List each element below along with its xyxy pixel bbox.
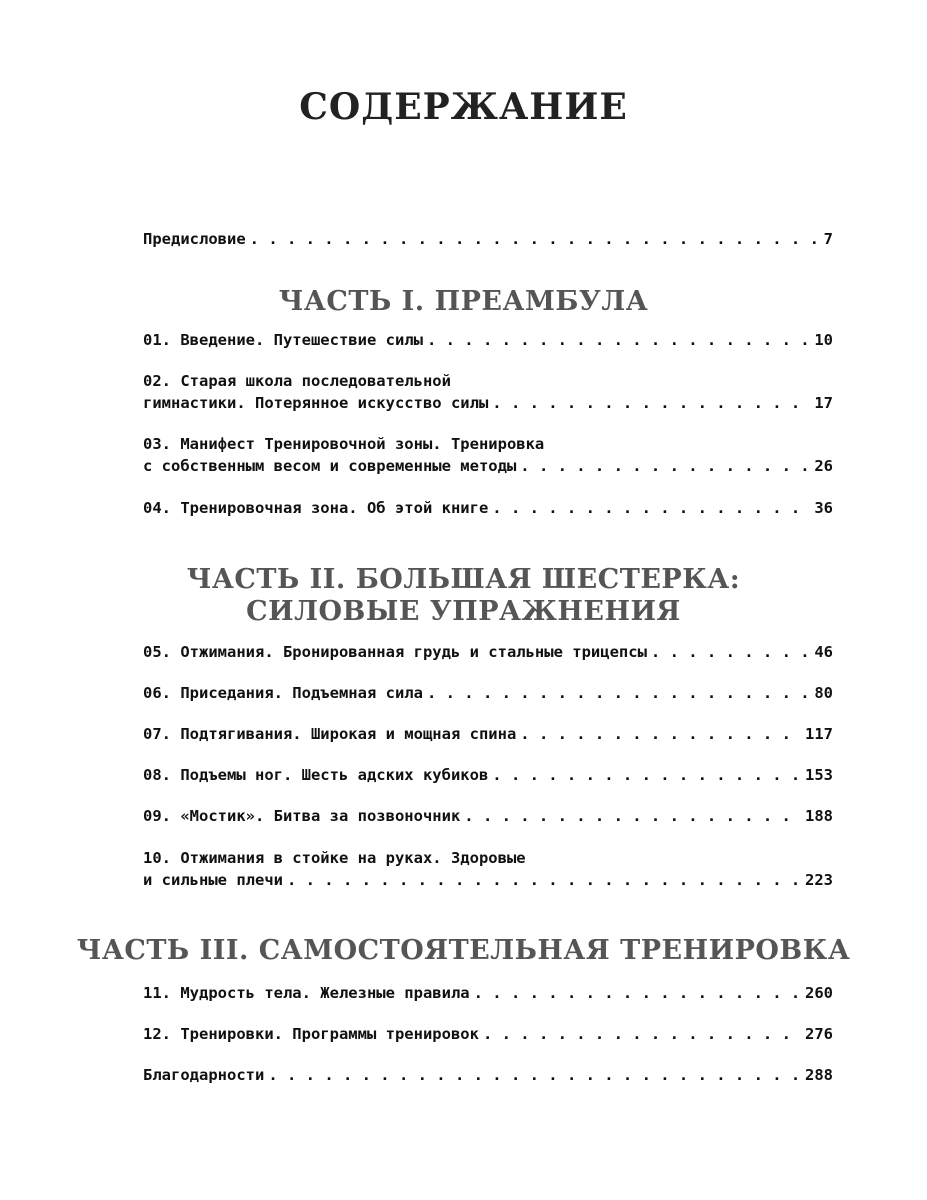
entry-title: 01. Введение. Путешествие силы — [143, 331, 423, 349]
entry-page: 288 — [805, 1066, 833, 1084]
leader-dots — [520, 455, 810, 477]
entry-title-line-1: 10. Отжимания в стойке на руках. Здоровые — [143, 849, 526, 867]
entry-page: 117 — [805, 725, 833, 743]
entry-page: 7 — [823, 230, 833, 248]
entry-page: 260 — [805, 984, 833, 1002]
entry-page: 10 — [814, 331, 833, 349]
entry-page: 36 — [814, 499, 833, 517]
leader-dots — [427, 682, 810, 704]
leader-dots — [492, 392, 810, 414]
entry-title: Благодарности — [143, 1066, 265, 1084]
leader-dots — [287, 869, 801, 891]
leader-dots — [464, 805, 801, 827]
entry-title-line-2: с собственным весом и современные методы — [143, 457, 517, 475]
toc-entry-05[interactable] — [143, 641, 833, 663]
entry-title: 11. Мудрость тела. Железные правила — [143, 984, 470, 1002]
entry-page: 17 — [814, 394, 833, 412]
entry-title: 12. Тренировки. Программы тренировок — [143, 1025, 479, 1043]
toc-entry-12[interactable] — [143, 1023, 833, 1045]
toc-entry-04[interactable] — [143, 497, 833, 519]
toc-entry-07[interactable] — [143, 723, 833, 745]
toc-entry-preface[interactable] — [143, 228, 833, 250]
entry-page: 188 — [805, 807, 833, 825]
part-2-title: ЧАСТЬ II. БОЛЬШАЯ ШЕСТЕРКА: СИЛОВЫЕ УПРАЖНЕНИЯ — [186, 564, 741, 627]
entry-page: 153 — [805, 766, 833, 784]
toc-entry-02[interactable] — [143, 370, 833, 414]
toc-entry-01[interactable] — [143, 329, 833, 351]
part-3-title: ЧАСТЬ III. САМОСТОЯТЕЛЬНАЯ ТРЕНИРОВКА — [76, 935, 851, 966]
entry-page: 276 — [805, 1025, 833, 1043]
entry-title-line-1: 02. Старая школа последовательной — [143, 372, 451, 390]
toc-entry-11[interactable] — [143, 982, 833, 1004]
entry-page: 26 — [814, 457, 833, 475]
entry-page: 80 — [814, 684, 833, 702]
leader-dots — [427, 329, 810, 351]
entry-page: 46 — [814, 643, 833, 661]
entry-title: 07. Подтягивания. Широкая и мощная спина — [143, 725, 517, 743]
leader-dots — [268, 1064, 801, 1086]
leader-dots — [250, 228, 820, 250]
entry-title: 08. Подъемы ног. Шесть адских кубиков — [143, 766, 489, 784]
entry-title: 06. Приседания. Подъемная сила — [143, 684, 423, 702]
leader-dots — [520, 723, 801, 745]
entry-title-line-2: и сильные плечи — [143, 871, 283, 889]
toc-entry-06[interactable] — [143, 682, 833, 704]
toc-title: СОДЕРЖАНИЕ — [299, 86, 628, 128]
leader-dots — [492, 764, 801, 786]
entry-title-line-1: 03. Манифест Тренировочной зоны. Тренировка — [143, 435, 545, 453]
toc-entry-09[interactable] — [143, 805, 833, 827]
leader-dots — [483, 1023, 801, 1045]
toc-entry-10[interactable] — [143, 847, 833, 891]
leader-dots — [492, 497, 810, 519]
entry-title-line-2: гимнастики. Потерянное искусство силы — [143, 394, 489, 412]
toc-entry-acknowledgements[interactable] — [143, 1064, 833, 1086]
entry-title: Предисловие — [143, 230, 246, 248]
entry-title: 04. Тренировочная зона. Об этой книге — [143, 499, 489, 517]
part-1-title: ЧАСТЬ I. ПРЕАМБУЛА — [278, 286, 649, 317]
entry-title: 05. Отжимания. Бронированная грудь и стальные трицепсы — [143, 643, 647, 661]
leader-dots — [474, 982, 801, 1004]
entry-title: 09. «Мостик». Битва за позвоночник — [143, 807, 461, 825]
leader-dots — [651, 641, 810, 663]
toc-entry-03[interactable] — [143, 433, 833, 477]
toc-entry-08[interactable] — [143, 764, 833, 786]
entry-page: 223 — [805, 871, 833, 889]
